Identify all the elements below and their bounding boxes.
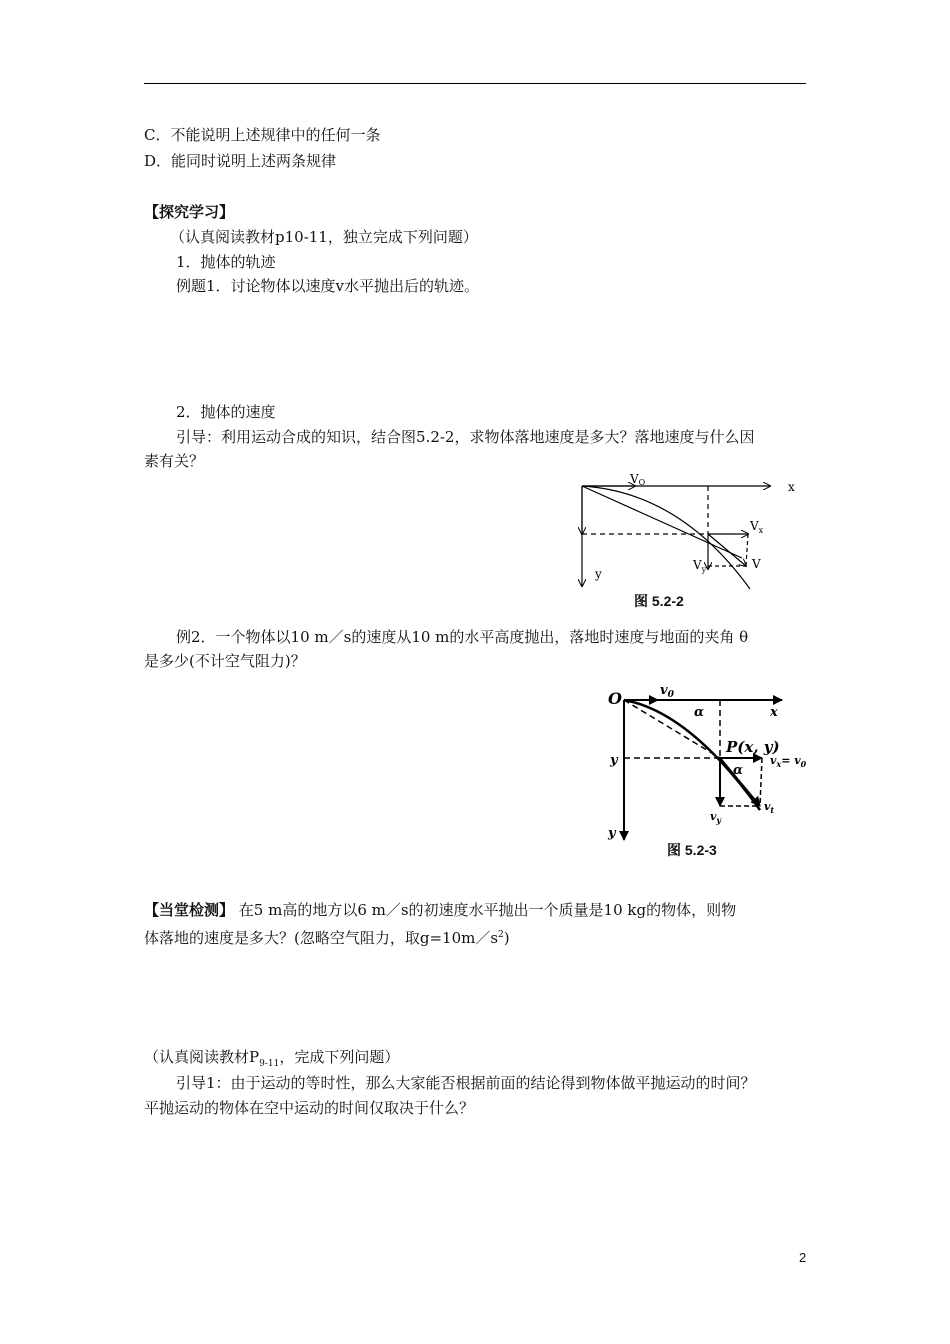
label-x: x bbox=[770, 705, 778, 720]
example-1: 例题1．讨论物体以速度v水平抛出后的轨迹。 bbox=[176, 277, 480, 295]
figure-5-2-2 bbox=[560, 474, 820, 594]
example-2-line-2: 是多少(不计空气阻力)？ bbox=[144, 652, 306, 670]
item-2-title: 2．抛体的速度 bbox=[176, 403, 276, 421]
item-1-title: 1．抛体的轨迹 bbox=[176, 253, 276, 271]
label-point-p: P(x, y) bbox=[726, 738, 780, 756]
label-vt: $v_t$ bbox=[764, 800, 775, 815]
trajectory bbox=[582, 486, 750, 589]
figure-caption-5-2-3: 图 5.2-3 bbox=[667, 842, 717, 858]
label-y-axis: y bbox=[608, 826, 616, 841]
label-x: x bbox=[788, 480, 795, 494]
label-vx: $v_x= v_0$ bbox=[770, 754, 807, 769]
guide-1-line-1: 引导1：由于运动的等时性，那么大家能否根据前面的结论得到物体做平抛运动的时间？ bbox=[176, 1074, 756, 1092]
page-number: 2 bbox=[799, 1250, 807, 1265]
label-v0: VO bbox=[630, 474, 646, 487]
label-vy: $v_y$ bbox=[710, 810, 722, 825]
option-d: D．能同时说明上述两条规律 bbox=[144, 152, 337, 170]
header-rule bbox=[144, 83, 806, 84]
label-vy: $V_y$ bbox=[693, 558, 707, 574]
example-2-line-1: 例2．一个物体以10 m／s的速度从10 m的水平高度抛出，落地时速度与地面的夹角 θ bbox=[176, 628, 749, 646]
label-alpha-mid: α bbox=[733, 763, 744, 778]
guide-1-line-2: 平抛运动的物体在空中运动的时间仅取决于什么？ bbox=[144, 1099, 475, 1117]
guide-line-1: 引导：利用运动合成的知识，结合图5.2-2，求物体落地速度是多大？落地速度与什么因 bbox=[176, 428, 755, 446]
label-v0: $v_0$ bbox=[660, 683, 674, 700]
figure-caption-5-2-2: 图 5.2-2 bbox=[634, 593, 684, 609]
label-origin: O bbox=[608, 689, 622, 708]
section-header-check: 【当堂检测】 bbox=[144, 901, 235, 919]
label-vx: $V_x$ bbox=[750, 519, 764, 535]
option-c: C．不能说明上述规律中的任何一条 bbox=[144, 126, 381, 144]
check-line-2: 体落地的速度是多大？(忽略空气阻力，取$g=10m/s^2$) bbox=[144, 929, 510, 947]
displacement-line bbox=[624, 700, 720, 758]
displacement-line bbox=[582, 486, 742, 558]
explore-note: （认真阅读教材p10-11，独立完成下列问题） bbox=[170, 228, 478, 246]
check-line-1: 【当堂检测】 在5 m高的地方以6 m／s的初速度水平抛出一个质量是10 kg的物体，则物 bbox=[144, 901, 737, 919]
section-header-explore: 【探究学习】 bbox=[144, 203, 235, 221]
label-y: y bbox=[595, 567, 602, 581]
read-note: （认真阅读教材$P_{9-11}$，完成下列问题） bbox=[144, 1048, 400, 1069]
figure-5-2-3 bbox=[600, 682, 820, 842]
label-y-level: y bbox=[610, 753, 618, 768]
label-alpha-top: α bbox=[694, 705, 705, 720]
label-v: V bbox=[752, 557, 761, 571]
guide-line-2: 素有关？ bbox=[144, 452, 205, 470]
